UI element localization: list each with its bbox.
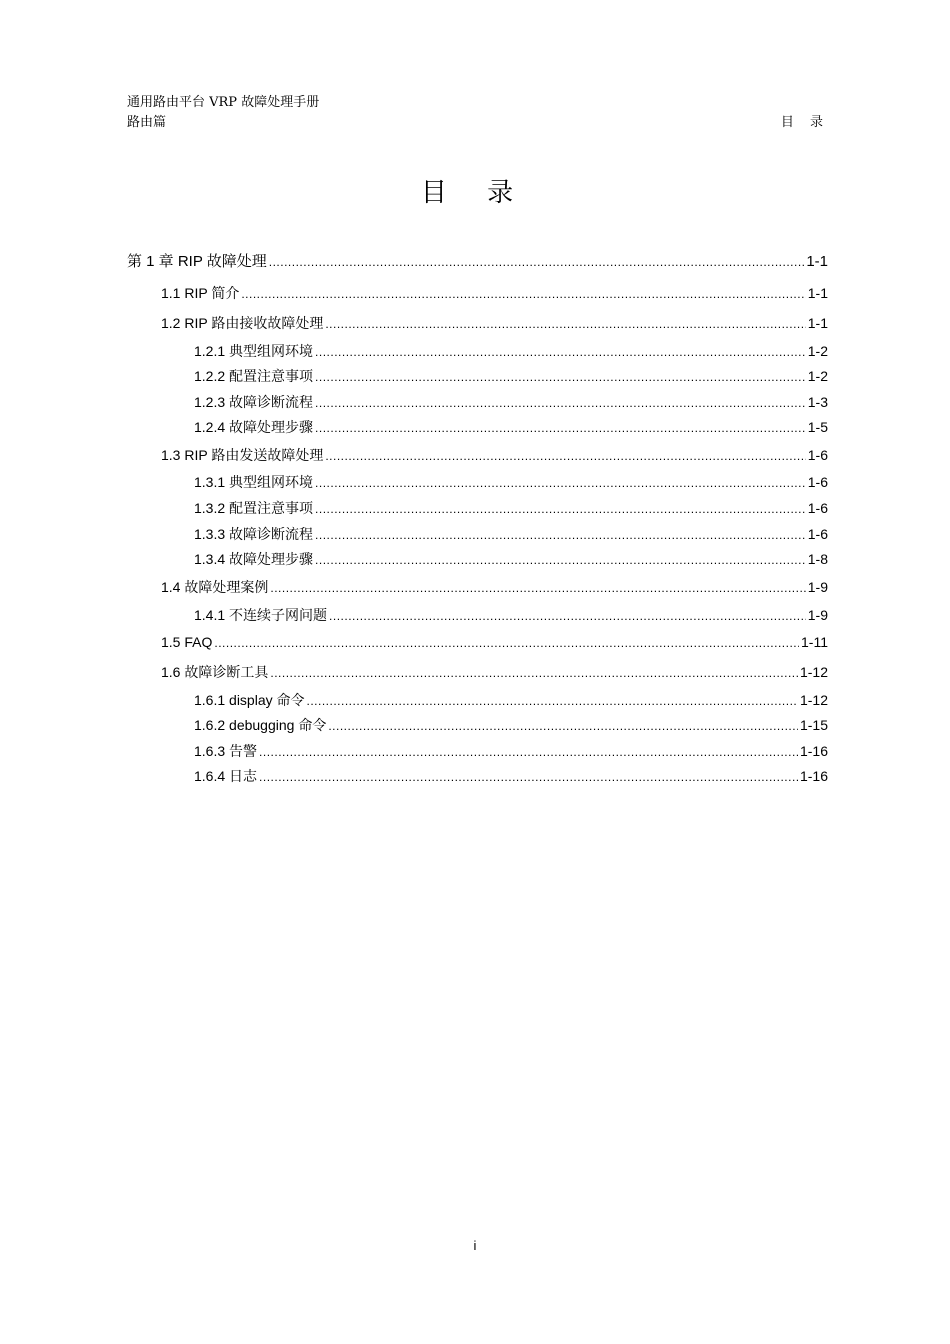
toc-leader-dots (270, 578, 805, 598)
toc-entry-1-3[interactable] (161, 445, 828, 466)
toc-entry-1-3-1[interactable] (194, 472, 828, 493)
toc-entry-page: 1-8 (807, 551, 828, 567)
manual-title: 通用路由平台 VRP 故障处理手册 (127, 95, 320, 110)
toc-leader-dots (270, 663, 798, 683)
toc-entry-1-6-1[interactable] (194, 690, 828, 711)
toc-entry-label: 1.2.2 配置注意事项 (194, 368, 314, 384)
toc-entry-page: 1-2 (807, 368, 828, 384)
toc-leader-dots (315, 473, 806, 493)
toc-entry-1-2-3[interactable] (194, 392, 828, 413)
toc-entry-label: 1.2 RIP 路由接收故障处理 (161, 315, 324, 331)
toc-entry-page: 1-5 (807, 419, 828, 435)
running-header (127, 93, 319, 133)
toc-entry-page: 1-16 (799, 743, 828, 759)
toc-leader-dots (214, 633, 799, 653)
toc-entry-label: 1.4.1 不连续子网问题 (194, 607, 328, 623)
toc-leader-dots (241, 284, 805, 304)
toc-entry-label: 1.3.1 典型组网环境 (194, 474, 314, 490)
page-title: 目 录 (420, 178, 530, 208)
toc-entry-1-3-3[interactable] (194, 524, 828, 545)
toc-leader-dots (269, 252, 805, 272)
toc-leader-dots (315, 418, 806, 438)
toc-entry-label: 1.5 FAQ (161, 634, 213, 650)
toc-entry-page: 1-16 (799, 768, 828, 784)
toc-leader-dots (307, 691, 798, 711)
toc-entry-page: 1-6 (807, 474, 828, 490)
toc-entry-page: 1-12 (799, 664, 828, 680)
toc-leader-dots (328, 716, 798, 736)
volume-name: 路由篇 (127, 115, 167, 130)
toc-entry-1-2-2[interactable] (194, 366, 828, 387)
toc-entry-1-2-1[interactable] (194, 341, 828, 362)
toc-leader-dots (325, 314, 805, 334)
toc-entry-page: 1-12 (799, 692, 828, 708)
toc-entry-label: 1.3 RIP 路由发送故障处理 (161, 447, 324, 463)
toc-entry-1-2-4[interactable] (194, 417, 828, 438)
toc-entry-page: 1-1 (806, 253, 828, 270)
toc-entry-label: 1.4 故障处理案例 (161, 579, 269, 595)
toc-leader-dots (259, 742, 798, 762)
toc-entry-page: 1-9 (807, 579, 828, 595)
toc-entry-label: 1.2.1 典型组网环境 (194, 343, 314, 359)
toc-entry-label: 1.6 故障诊断工具 (161, 664, 269, 680)
toc-entry-label: 1.1 RIP 简介 (161, 285, 240, 301)
toc-leader-dots (315, 367, 806, 387)
toc-entry-label: 1.3.4 故障处理步骤 (194, 551, 314, 567)
toc-entry-label: 1.2.4 故障处理步骤 (194, 419, 314, 435)
toc-entry-1-5[interactable] (161, 632, 828, 653)
toc-leader-dots (329, 606, 806, 626)
page-number: i (473, 1238, 477, 1253)
section-name: 目 录 (780, 115, 829, 130)
toc-entry-1-6-2[interactable] (194, 715, 828, 736)
toc-leader-dots (325, 446, 805, 466)
toc-leader-dots (315, 393, 806, 413)
toc-entry-label: 1.6.2 debugging 命令 (194, 717, 327, 733)
toc-entry-1-1[interactable] (161, 283, 828, 304)
toc-entry-page: 1-1 (807, 285, 828, 301)
toc-entry-page: 1-2 (807, 343, 828, 359)
toc-entry-page: 1-6 (807, 447, 828, 463)
toc-entry-page: 1-9 (807, 607, 828, 623)
toc-leader-dots (259, 767, 798, 787)
toc-entry-1-6[interactable] (161, 662, 828, 683)
toc-leader-dots (315, 525, 806, 545)
toc-entry-page: 1-6 (807, 500, 828, 516)
toc-entry-label: 1.3.2 配置注意事项 (194, 500, 314, 516)
toc-entry-page: 1-3 (807, 394, 828, 410)
toc-entry-1-4-1[interactable] (194, 605, 828, 626)
toc-entry-label: 1.6.3 告警 (194, 743, 258, 759)
toc-entry-1-6-3[interactable] (194, 741, 828, 762)
toc-entry-1-2[interactable] (161, 313, 828, 334)
toc-entry-label: 第 1 章 RIP 故障处理 (127, 253, 267, 270)
toc-leader-dots (315, 499, 806, 519)
toc-leader-dots (315, 342, 806, 362)
toc-entry-1-6-4[interactable] (194, 766, 828, 787)
toc-entry-label: 1.6.4 日志 (194, 768, 258, 784)
toc-entry-page: 1-11 (801, 634, 828, 650)
toc-entry-1-3-2[interactable] (194, 498, 828, 519)
toc-entry-chapter-1[interactable] (127, 252, 828, 272)
toc-entry-label: 1.2.3 故障诊断流程 (194, 394, 314, 410)
toc-entry-page: 1-15 (799, 717, 828, 733)
toc-entry-label: 1.3.3 故障诊断流程 (194, 526, 314, 542)
toc-entry-page: 1-1 (807, 315, 828, 331)
toc-entry-label: 1.6.1 display 命令 (194, 692, 305, 708)
toc-leader-dots (315, 550, 806, 570)
toc-entry-page: 1-6 (807, 526, 828, 542)
toc-entry-1-4[interactable] (161, 577, 828, 598)
toc-entry-1-3-4[interactable] (194, 549, 828, 570)
